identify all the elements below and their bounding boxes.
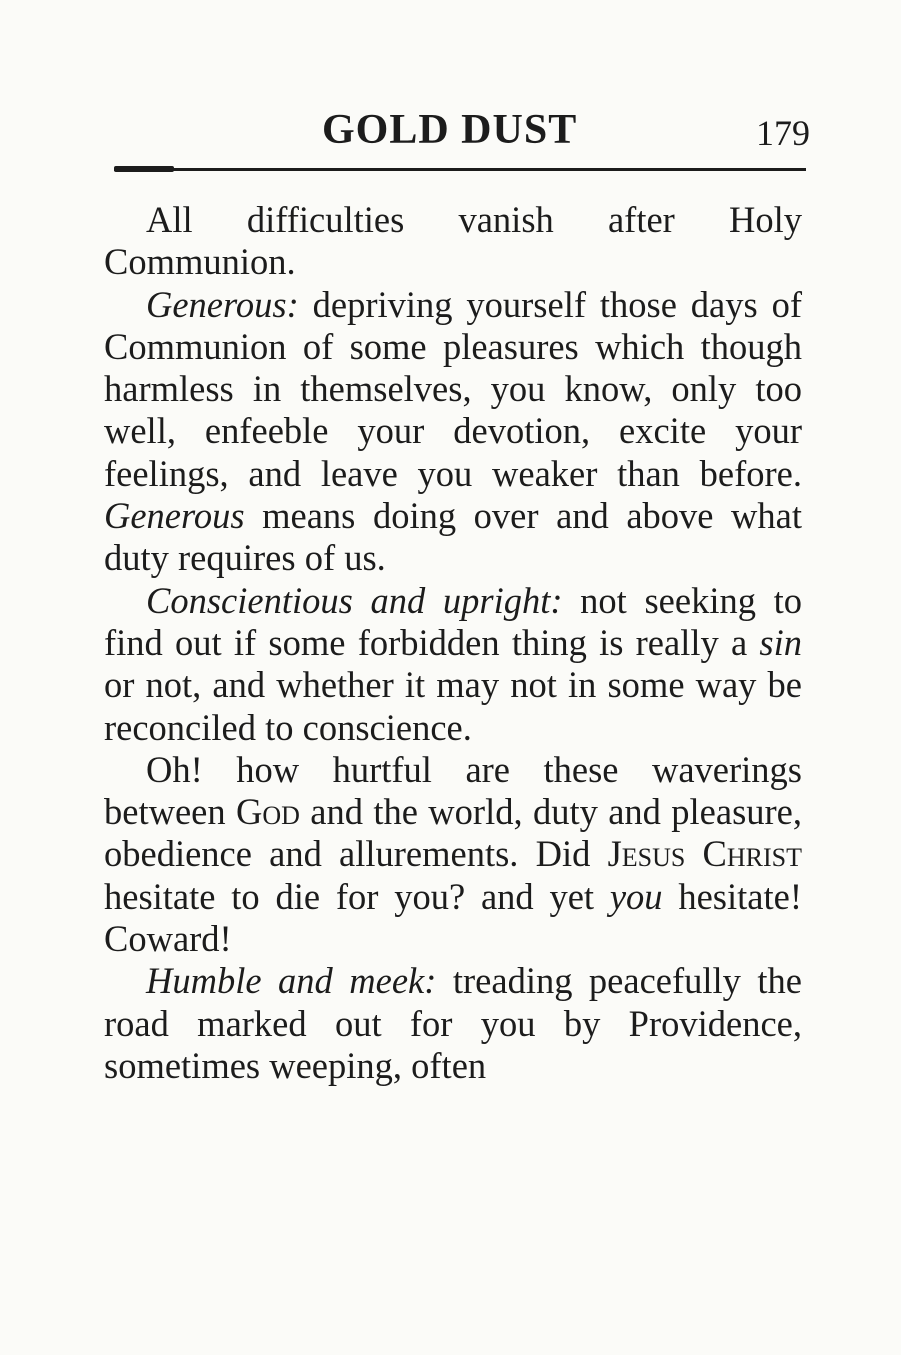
paragraph-4-text-a: Oh! how hurtful are these waverings between: [104, 748, 802, 833]
page-number: 179: [756, 113, 810, 153]
paragraph-5-text-a: treading peacefully the road marked out for you by Providence, sometimes weeping, often: [104, 960, 802, 1086]
paragraph-4-text-d: hesitate! Coward!: [104, 875, 802, 960]
paragraph-4: [104, 749, 802, 960]
paragraph-2-text-a: depriving yourself those days of Communion of some pleasures which though harmless in themselves, you know, only too well, enfeeble your devotion, excite your feelings, and leave you weaker than before.: [104, 283, 802, 494]
paragraph-1: [104, 199, 802, 284]
paragraph-1-text: All difficulties vanish after Holy Communion.: [104, 199, 802, 283]
body-text: [104, 199, 802, 1087]
emph-sin: sin: [759, 621, 802, 663]
small-caps-jesus-christ: Jesus Christ: [607, 833, 802, 875]
term-humble: Humble and meek:: [146, 960, 437, 1002]
running-head: [0, 104, 901, 164]
paragraph-2-text-b: means doing over and above what duty requires of us.: [104, 495, 802, 579]
paragraph-3-text-b: or not, and whether it may not in some way be reconciled to conscience.: [104, 664, 802, 748]
page-title: GOLD DUST: [322, 107, 578, 153]
paragraph-5: [104, 960, 802, 1087]
term-conscientious: Conscientious and upright:: [146, 579, 563, 621]
header-rule: [114, 168, 806, 171]
term-generous-2: Generous: [104, 495, 245, 537]
paragraph-4-text-c: hesitate to die for you? and yet: [104, 875, 610, 917]
small-caps-god: God: [235, 791, 300, 833]
paragraph-4-text-b: and the world, duty and pleasure, obedience and allurements. Did: [104, 791, 803, 875]
emph-you: you: [609, 875, 663, 917]
paragraph-3: [104, 580, 802, 749]
term-generous: Generous:: [146, 283, 299, 325]
paragraph-2: [104, 284, 802, 580]
paragraph-3-text-a: not seeking to find out if some forbidden thing is really a: [104, 579, 803, 663]
